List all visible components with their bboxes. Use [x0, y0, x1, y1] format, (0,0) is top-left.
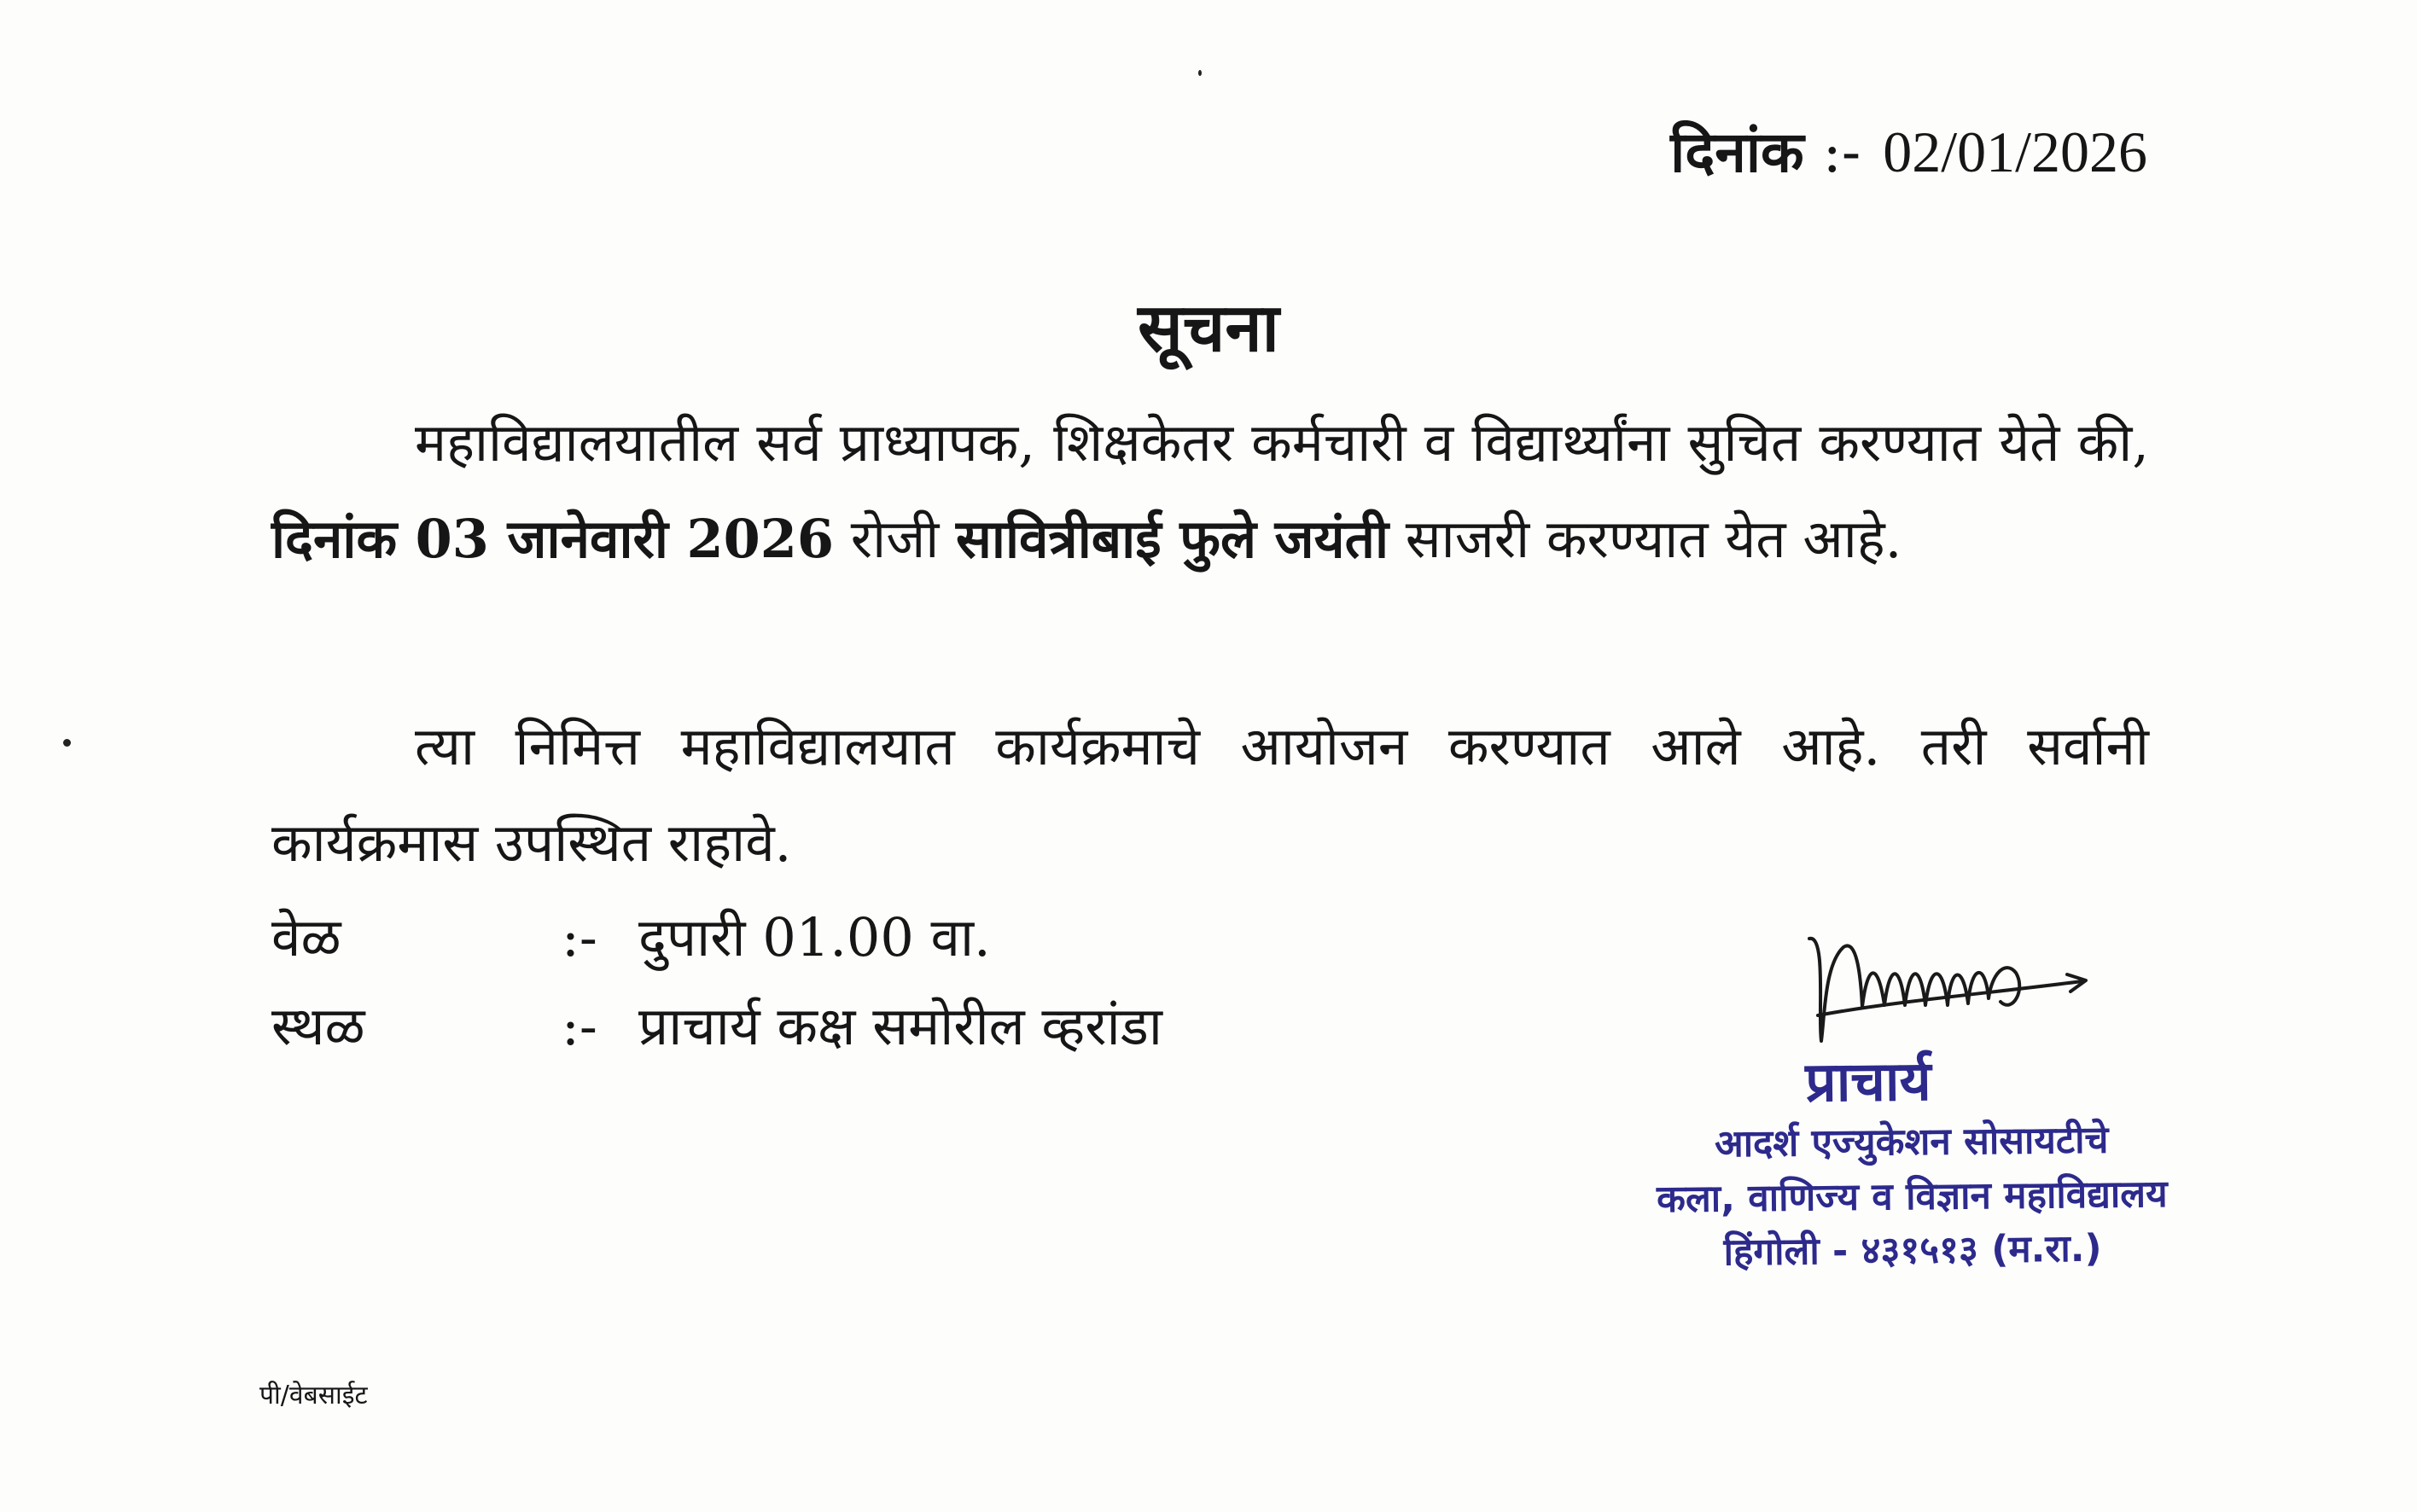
college-stamp	[1587, 1046, 2238, 1282]
event-date: दिनांक 03 जानेवारी 2026	[271, 508, 835, 570]
stamp-address: हिंगोली - ४३१५१३ (म.रा.)	[1723, 1227, 2102, 1275]
time-separator: :-	[562, 906, 597, 968]
notice-paragraph-1	[271, 394, 2149, 587]
place-value: प्राचार्य कक्ष समोरील व्हरांडा	[638, 995, 1162, 1057]
stamp-title: प्राचार्य	[1804, 1050, 1932, 1115]
paragraph-1-text-c: साजरी करण्यात येत आहे.	[1389, 508, 1902, 570]
notice-paragraph-2: त्या निमित्त महाविद्यालयात कार्यक्रमाचे आयोजन करण्यात आले आहे. तरी सर्वानी कार्यक्रमास उपस्थित राहावे.	[271, 715, 2149, 874]
time-value: दुपारी 01.00 वा.	[638, 906, 991, 968]
paragraph-1-text-a: महाविद्यालयातील सर्व प्राध्यापक, शिक्षकेतर कर्मचारी व विद्यार्थ्यांना सुचित करण्यात येते की,	[415, 411, 2149, 474]
place-row	[271, 995, 1162, 1058]
place-label: स्थळ	[271, 995, 365, 1057]
notice-heading: सूचना	[1138, 289, 1279, 367]
place-separator: :-	[562, 995, 597, 1057]
footnote: पी/वेबसाईट	[259, 1381, 368, 1410]
date-value: 02/01/2026	[1883, 119, 2147, 184]
paragraph-1-text-b: रोजी	[834, 508, 956, 570]
stamp-college-name: कला, वाणिज्य व विज्ञान महाविद्यालय	[1656, 1172, 2168, 1221]
date-label: दिनांक	[1670, 119, 1804, 185]
time-label: वेळ	[271, 906, 341, 968]
scan-speck	[1198, 70, 1202, 76]
stamp-society-name: आदर्श एज्युकेशन सोसायटीचे	[1714, 1118, 2109, 1166]
date-separator: :-	[1822, 119, 1861, 185]
date-line	[1670, 118, 2147, 188]
scan-speck	[63, 739, 71, 747]
time-row	[271, 906, 991, 969]
event-name: सावित्रीबाई फुले जयंती	[955, 508, 1389, 570]
